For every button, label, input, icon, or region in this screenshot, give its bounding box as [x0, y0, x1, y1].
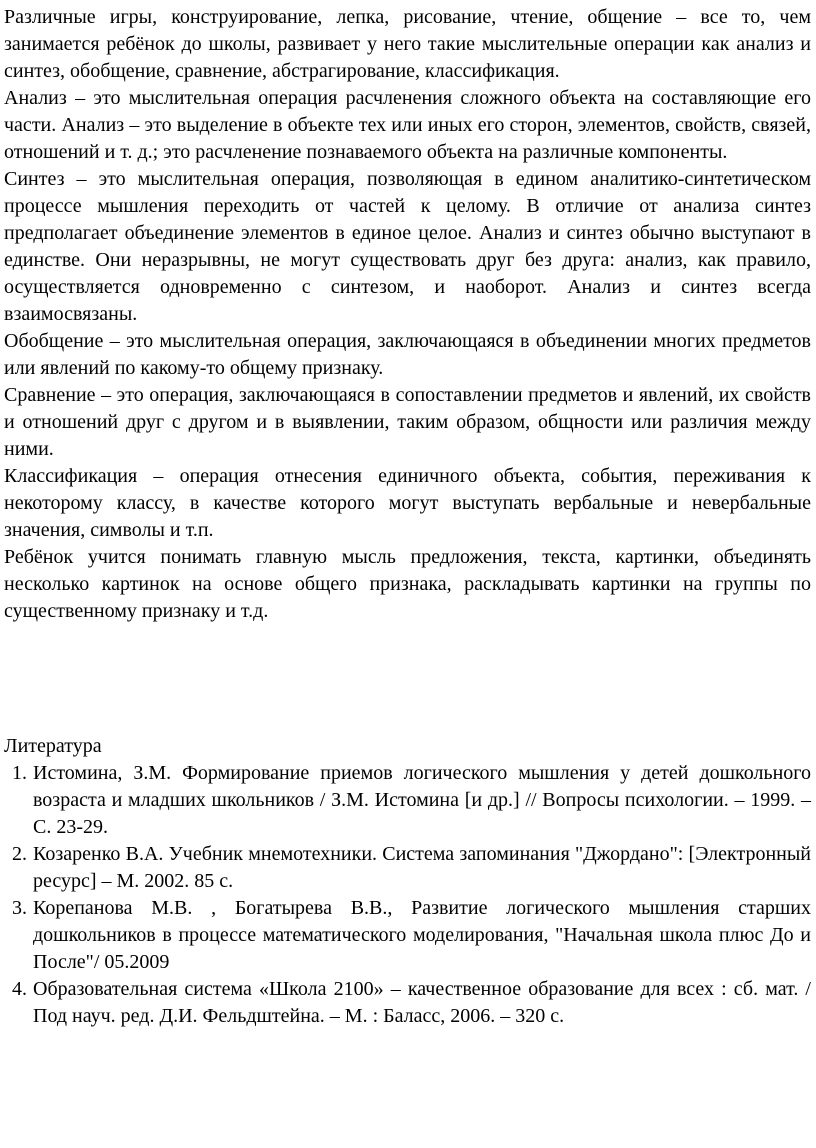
blank-space: [4, 625, 811, 733]
paragraph-generalization: Обобщение – это мыслительная операция, заключающаяся в объединении многих предметов или явлений по какому-то общему признаку.: [4, 330, 811, 379]
literature-item-text: Образовательная система «Школа 2100» – качественное образование для всех : сб. мат. / Под науч. ред. Д.И. Фельдштейна. – М. : Баласс, 2006. – 320 с.: [33, 978, 811, 1027]
paragraph-analysis: Анализ – это мыслительная операция расчленения сложного объекта на составляющие его части. Анализ – это выделение в объекте тех или иных его сторон, элементов, свойств, связей, отношений и т. д.; это расчленение познаваемого объекта на различные компоненты.: [4, 87, 811, 163]
paragraph-synthesis: Синтез – это мыслительная операция, позволяющая в едином аналитико-синтетическом процессе мышления переходить от частей к целому. В отличие от анализа синтез предполагает объединение элементов в единое целое. Анализ и синтез обычно выступают в единстве. Они неразрывны, не могут существовать друг без друга: анализ, как правило, осуществляется одновременно с синтезом, и наоборот. Анализ и синтез всегда взаимосвязаны.: [4, 168, 811, 325]
paragraph-classification: Классификация – операция отнесения единичного объекта, события, переживания к некоторому классу, в качестве которого могут выступать вербальные и невербальные значения, символы и т.п.: [4, 465, 811, 541]
literature-item-3: [4, 895, 811, 976]
literature-item-text: Истомина, З.М. Формирование приемов логического мышления у детей дошкольного возраста и младших школьников / З.М. Истомина [и др.] // Вопросы психологии. – 1999. – С. 23-29.: [33, 762, 811, 838]
literature-heading: Литература: [4, 735, 102, 757]
literature-item-text: Корепанова М.В. , Богатырева В.В., Развитие логического мышления старших дошкольников в процессе математического моделирования, "Начальная школа плюс До и После"/ 05.2009: [33, 897, 811, 973]
literature-list: [4, 760, 811, 1030]
literature-item-4: [4, 976, 811, 1030]
paragraph-child-learning: Ребёнок учится понимать главную мысль предложения, текста, картинки, объединять несколько картинок на основе общего признака, раскладывать картинки на группы по существенному признаку и т.д.: [4, 546, 811, 622]
literature-item-1: [4, 760, 811, 841]
literature-item-text: Козаренко В.А. Учебник мнемотехники. Система запоминания "Джордано": [Электронный ресурс] – М. 2002. 85 с.: [33, 843, 811, 892]
literature-item-2: [4, 841, 811, 895]
paragraph-intro: Различные игры, конструирование, лепка, рисование, чтение, общение – все то, чем занимается ребёнок до школы, развивает у него такие мыслительные операции как анализ и синтез, обобщение, сравнение, абстрагирование, классификация.: [4, 6, 811, 82]
paragraph-comparison: Сравнение – это операция, заключающаяся в сопоставлении предметов и явлений, их свойств и отношений друг с другом и в выявлении, таким образом, общности или различия между ними.: [4, 384, 811, 460]
